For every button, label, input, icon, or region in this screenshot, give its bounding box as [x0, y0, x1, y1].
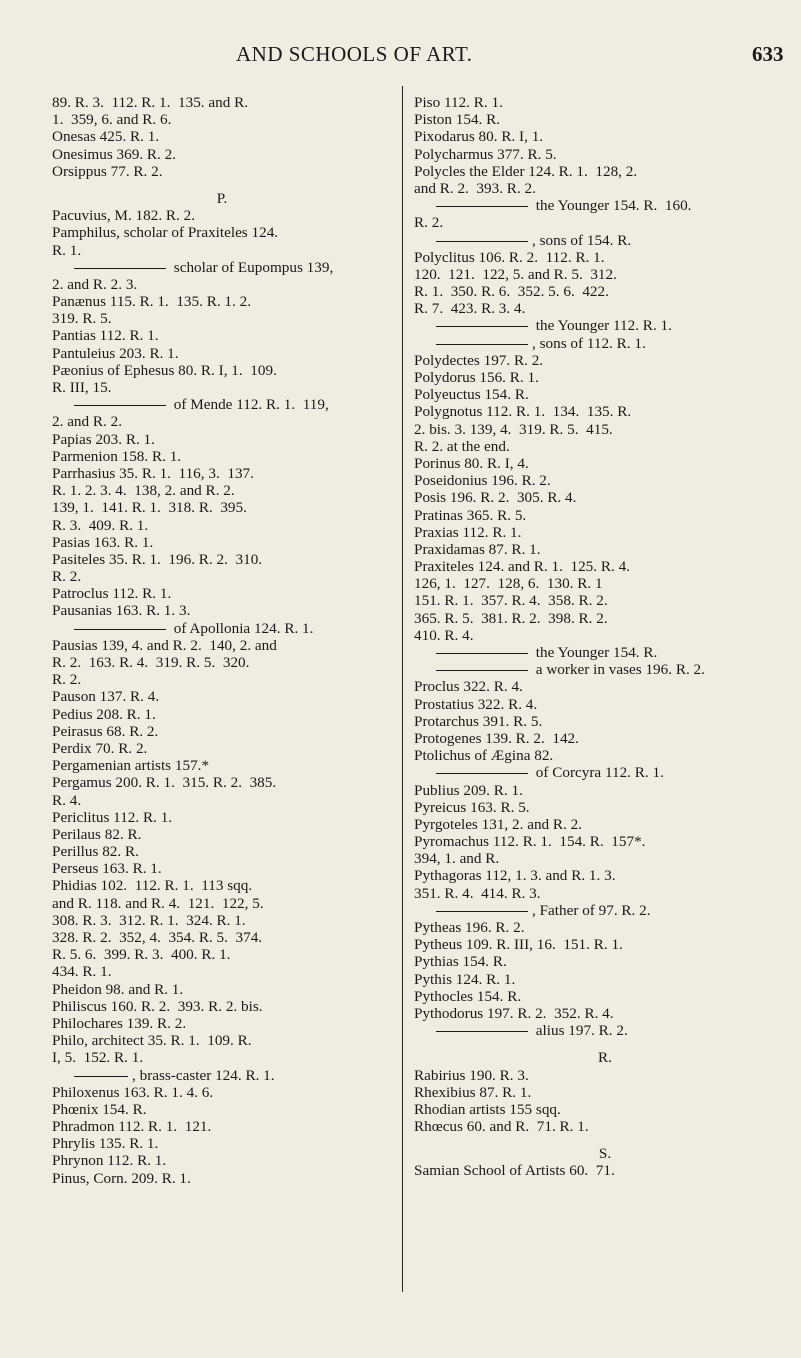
index-line: Onesas 425. R. 1.: [52, 128, 160, 146]
index-line: Rhœcus 60. and R. 71. R. 1.: [414, 1118, 589, 1136]
index-line: Pasiteles 35. R. 1. 196. R. 2. 310.: [52, 550, 263, 568]
index-line: Pauson 137. R. 4.: [52, 688, 160, 706]
index-line: Philochares 139. R. 2.: [52, 1014, 187, 1032]
index-line: R. III, 15.: [52, 379, 112, 396]
index-line: Pergamus 200. R. 1. 315. R. 2. 385.: [52, 774, 277, 792]
index-line: and R. 2. 393. R. 2.: [414, 179, 536, 197]
index-line: R. 1. 2. 3. 4. 138, 2. and R. 2.: [52, 482, 235, 500]
index-line: Phradmon 112. R. 1. 121.: [52, 1118, 212, 1136]
index-line: Pyrgoteles 131, 2. and R. 2.: [414, 815, 583, 833]
index-line: Pergamenian artists 157.*: [52, 757, 210, 775]
index-line: and R. 118. and R. 4. 121. 122, 5.: [52, 894, 264, 912]
index-line: Patroclus 112. R. 1.: [52, 585, 172, 603]
index-line: Perseus 163. R. 1.: [52, 860, 162, 878]
index-line: Pæonius of Ephesus 80. R. I, 1. 109.: [52, 361, 277, 379]
index-line: 2. and R. 2. 3.: [52, 275, 138, 293]
index-line: Pytheas 196. R. 2.: [414, 919, 525, 936]
page-number: 633: [752, 42, 784, 66]
index-line: 328. R. 2. 352, 4. 354. R. 5. 374.: [52, 929, 263, 946]
index-line: Papias 203. R. 1.: [52, 430, 155, 448]
index-line: Parrhasius 35. R. 1. 116, 3. 137.: [52, 464, 254, 482]
index-line: Pythocles 154. R.: [414, 987, 522, 1005]
index-line: Periclitus 112. R. 1.: [52, 808, 173, 826]
index-subentry: of Corcyra 112. R. 1.: [414, 764, 796, 781]
left-index-column: [52, 94, 392, 1187]
index-line: Pheidon 98. and R. 1.: [52, 980, 184, 998]
index-line: Protarchus 391. R. 5.: [414, 712, 543, 730]
index-line: 434. R. 1.: [52, 963, 112, 981]
index-line: R. 2. at the end.: [414, 437, 510, 455]
index-line: 394, 1. and R.: [414, 850, 500, 868]
section-letter: S.: [598, 1145, 612, 1163]
index-line: 151. R. 1. 357. R. 4. 358. R. 2.: [414, 592, 608, 610]
section-gap: [414, 1039, 796, 1049]
index-line: Pausias 139, 4. and R. 2. 140, 2. and: [52, 636, 277, 654]
index-line: Philo, architect 35. R. 1. 109. R.: [52, 1032, 252, 1050]
index-line: Proclus 322. R. 4.: [414, 678, 523, 696]
index-line: Ptolichus of Ægina 82.: [414, 747, 554, 765]
index-line: 351. R. 4. 414. R. 3.: [414, 884, 541, 902]
index-line: Polyclitus 106. R. 2. 112. R. 1.: [414, 248, 605, 266]
index-subentry: , brass-caster 124. R. 1.: [52, 1067, 392, 1084]
index-subentry: the Younger 154. R. 160.: [414, 197, 796, 214]
index-line: Pythis 124. R. 1.: [414, 970, 516, 988]
index-line: Philiscus 160. R. 2. 393. R. 2. bis.: [52, 997, 263, 1015]
index-line: Pyromachus 112. R. 1. 154. R. 157*.: [414, 833, 646, 851]
index-line: R. 1. 350. R. 6. 352. 5. 6. 422.: [414, 283, 609, 301]
index-line: Rhodian artists 155 sqq.: [414, 1100, 561, 1118]
index-line: Poseidonius 196. R. 2.: [414, 472, 551, 490]
index-line: 1. 359, 6. and R. 6.: [52, 111, 172, 129]
index-line: R. 2.: [52, 568, 82, 586]
index-line: Publius 209. R. 1.: [414, 781, 523, 799]
index-line: Pythagoras 112, 1. 3. and R. 1. 3.: [414, 867, 616, 885]
index-line: Praxiteles 124. and R. 1. 125. R. 4.: [414, 558, 630, 576]
index-line: Pratinas 365. R. 5.: [414, 506, 527, 524]
index-line: Pantuleius 203. R. 1.: [52, 344, 179, 362]
index-subentry: alius 197. R. 2.: [414, 1022, 796, 1039]
index-line: Piso 112. R. 1.: [414, 94, 503, 111]
index-subentry: the Younger 112. R. 1.: [414, 317, 796, 334]
index-line: Praxidamas 87. R. 1.: [414, 540, 541, 558]
index-line: Prostatius 322. R. 4.: [414, 695, 538, 713]
index-line: Pyreicus 163. R. 5.: [414, 798, 530, 816]
index-line: R. 5. 6. 399. R. 3. 400. R. 1.: [52, 946, 231, 964]
index-line: Porinus 80. R. I, 4.: [414, 454, 529, 472]
index-line: 308. R. 3. 312. R. 1. 324. R. 1.: [52, 911, 246, 929]
index-subentry: of Apollonia 124. R. 1.: [52, 620, 392, 637]
index-line: Perillus 82. R.: [52, 843, 139, 861]
index-line: R. 3. 409. R. 1.: [52, 516, 149, 534]
index-line: Pythias 154. R.: [414, 953, 507, 971]
index-line: Rabirius 190. R. 3.: [414, 1066, 529, 1084]
section-gap: [414, 1135, 796, 1145]
index-line: Posis 196. R. 2. 305. R. 4.: [414, 489, 577, 507]
index-line: Perdix 70. R. 2.: [52, 739, 148, 757]
index-line: Orsippus 77. R. 2.: [52, 162, 163, 180]
index-line: Protogenes 139. R. 2. 142.: [414, 729, 579, 747]
index-line: Pedius 208. R. 1.: [52, 705, 156, 723]
index-line: Polygnotus 112. R. 1. 134. 135. R.: [414, 403, 632, 421]
index-line: Pinus, Corn. 209. R. 1.: [52, 1169, 191, 1187]
index-line: Praxias 112. R. 1.: [414, 523, 522, 541]
index-line: Polycharmus 377. R. 5.: [414, 145, 557, 163]
index-subentry: , sons of 112. R. 1.: [414, 335, 796, 352]
index-line: R. 4.: [52, 791, 82, 809]
index-line: R. 2.: [52, 671, 82, 689]
index-subentry: a worker in vases 196. R. 2.: [414, 661, 796, 678]
index-line: Onesimus 369. R. 2.: [52, 145, 177, 163]
index-line: 139, 1. 141. R. 1. 318. R. 395.: [52, 499, 247, 517]
running-head: AND SCHOOLS OF ART.: [236, 42, 473, 66]
right-index-column: [414, 94, 796, 1180]
index-line: R. 1.: [52, 241, 82, 259]
index-line: Perilaus 82. R.: [52, 825, 142, 843]
index-line: R. 7. 423. R. 3. 4.: [414, 300, 526, 318]
index-subentry: of Mende 112. R. 1. 119,: [52, 396, 392, 413]
section-letter: P.: [216, 189, 228, 207]
index-line: R. 2.: [414, 214, 444, 232]
column-divider: [402, 86, 403, 1292]
index-line: Pytheus 109. R. III, 16. 151. R. 1.: [414, 936, 623, 954]
index-line: Pasias 163. R. 1.: [52, 533, 154, 551]
index-subentry: , sons of 154. R.: [414, 232, 796, 249]
index-subentry: scholar of Eupompus 139,: [52, 259, 392, 276]
index-line: Pythodorus 197. R. 2. 352. R. 4.: [414, 1004, 614, 1022]
index-line: Parmenion 158. R. 1.: [52, 447, 182, 465]
section-letter: R.: [598, 1049, 612, 1067]
index-line: 126, 1. 127. 128, 6. 130. R. 1: [414, 575, 603, 593]
index-line: 410. R. 4.: [414, 626, 474, 644]
index-line: R. 2. 163. R. 4. 319. R. 5. 320.: [52, 654, 250, 671]
section-gap: [52, 180, 392, 190]
index-line: Pacuvius, M. 182. R. 2.: [52, 207, 196, 225]
index-line: Rhexibius 87. R. 1.: [414, 1083, 532, 1101]
index-line: 365. R. 5. 381. R. 2. 398. R. 2.: [414, 609, 608, 627]
index-line: Polydectes 197. R. 2.: [414, 351, 544, 369]
index-subentry: the Younger 154. R.: [414, 644, 796, 661]
index-line: Phrynon 112. R. 1.: [52, 1152, 167, 1170]
index-line: Philoxenus 163. R. 1. 4. 6.: [52, 1083, 214, 1101]
index-line: Polycles the Elder 124. R. 1. 128, 2.: [414, 162, 638, 180]
index-line: Polyeuctus 154. R.: [414, 386, 529, 404]
index-line: Pausanias 163. R. 1. 3.: [52, 602, 191, 620]
index-line: Pamphilus, scholar of Praxiteles 124.: [52, 224, 279, 242]
index-line: I, 5. 152. R. 1.: [52, 1049, 144, 1067]
index-line: Pantias 112. R. 1.: [52, 327, 159, 345]
page-header: [0, 42, 801, 72]
index-line: Phidias 102. 112. R. 1. 113 sqq.: [52, 877, 253, 895]
index-line: 2. bis. 3. 139, 4. 319. R. 5. 415.: [414, 420, 613, 438]
index-line: 319. R. 5.: [52, 310, 112, 328]
index-line: Phrylis 135. R. 1.: [52, 1135, 159, 1153]
index-line: Samian School of Artists 60. 71.: [414, 1162, 615, 1180]
index-line: 120. 121. 122, 5. and R. 5. 312.: [414, 265, 617, 283]
index-line: Polydorus 156. R. 1.: [414, 369, 539, 386]
index-line: Pixodarus 80. R. I, 1.: [414, 128, 544, 146]
index-line: 89. R. 3. 112. R. 1. 135. and R.: [52, 94, 249, 111]
index-line: Peirasus 68. R. 2.: [52, 722, 159, 740]
index-subentry: , Father of 97. R. 2.: [414, 902, 796, 919]
index-line: Piston 154. R.: [414, 111, 501, 129]
index-line: 2. and R. 2.: [52, 413, 123, 431]
index-line: Panænus 115. R. 1. 135. R. 1. 2.: [52, 293, 252, 311]
index-line: Phœnix 154. R.: [52, 1100, 147, 1118]
